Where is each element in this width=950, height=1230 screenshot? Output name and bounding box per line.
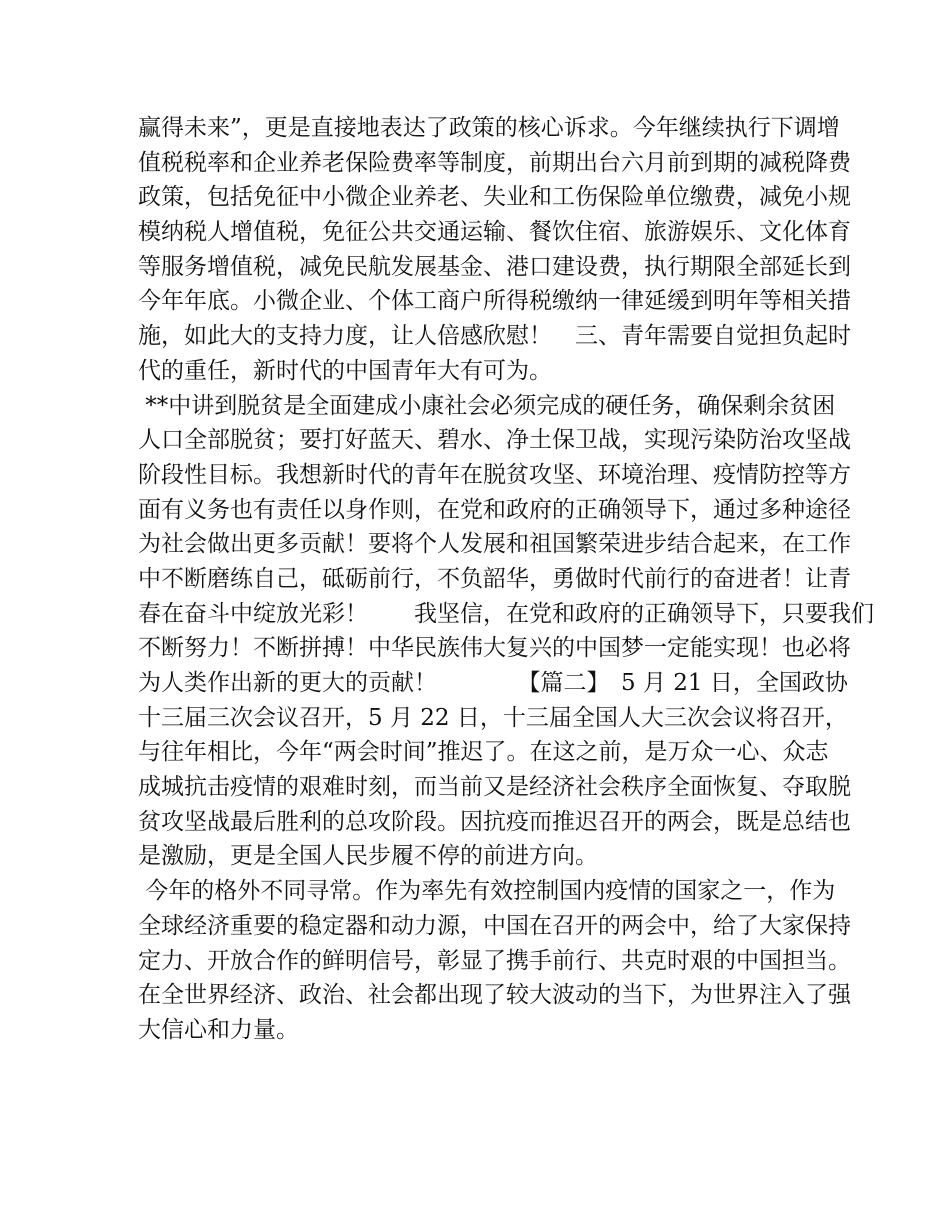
text-line: 赢得未来”，更是直接地表达了政策的核心诉求。今年继续执行下调增: [138, 115, 840, 141]
text-line: 模纳税人增值税，免征公共交通运输、餐饮住宿、旅游娱乐、文化体育: [138, 219, 851, 246]
text-line: 面有义务也有责任以身作则，在党和政府的正确领导下，通过多种途径: [138, 496, 851, 523]
text-line: 为人类作出新的更大的贡献！ 【篇二】 5 月 21 日，全国政协: [138, 670, 848, 696]
text-line: 在全世界经济、政治、社会都出现了较大波动的当下，为世界注入了强: [138, 982, 851, 1009]
text-line: 贫攻坚战最后胜利的总攻阶段。因抗疫而推迟召开的两会，既是总结也: [138, 808, 851, 835]
text-line: **中讲到脱贫是全面建成小康社会必须完成的硬任务，确保剩余贫困: [138, 392, 836, 419]
text-line: 定力、开放合作的鲜明信号，彰显了携手前行、共克时艰的中国担当。: [138, 947, 851, 974]
text-line: 是激励，更是全国人民步履不停的前进方向。: [138, 843, 598, 870]
text-line: 值税税率和企业养老保险费率等制度，前期出台六月前到期的减税降费: [138, 149, 851, 176]
text-line: 等服务增值税，减免民航发展基金、港口建设费，执行期限全部延长到: [138, 253, 851, 280]
text-line: 春在奋斗中绽放光彩！ 我坚信，在党和政府的正确领导下，只要我们: [138, 600, 874, 627]
text-line: 政策，包括免征中小微企业养老、失业和工伤保险单位缴费，减免小规: [138, 184, 851, 211]
document-body: [138, 111, 874, 1048]
text-line: 代的重任，新时代的中国青年大有可为。: [138, 357, 552, 384]
text-line: 大信心和力量。: [138, 1016, 299, 1043]
text-line: 施，如此大的支持力度，让人倍感欣慰！ 三、青年需要自觉担负起时: [138, 323, 851, 350]
text-line: 今年年底。小微企业、个体工商户所得税缴纳一律延缓到明年等相关措: [138, 288, 851, 315]
text-line: 阶段性目标。我想新时代的青年在脱贫攻坚、环境治理、疫情防控等方: [138, 461, 851, 488]
text-line: 中不断磨练自己，砥砺前行，不负韶华，勇做时代前行的奋进者！让青: [138, 565, 851, 592]
text-line: 人口全部脱贫；要打好蓝天、碧水、净土保卫战，实现污染防治攻坚战: [138, 427, 851, 454]
text-line: 十三届三次会议召开，5 月 22 日，十三届全国人大三次会议将召开，: [138, 704, 848, 731]
text-line: 成城抗击疫情的艰难时刻，而当前又是经济社会秩序全面恢复、夺取脱: [138, 774, 851, 801]
text-line: 全球经济重要的稳定器和动力源，中国在召开的两会中，给了大家保持: [138, 912, 851, 939]
text-line: 不断努力！不断拼搏！中华民族伟大复兴的中国梦一定能实现！也必将: [138, 635, 851, 662]
text-line: 与往年相比，今年“两会时间”推迟了。在这之前，是万众一心、众志: [138, 739, 829, 766]
text-line: 为社会做出更多贡献！要将个人发展和祖国繁荣进步结合起来，在工作: [138, 531, 851, 558]
text-line: 今年的格外不同寻常。作为率先有效控制国内疫情的国家之一，作为: [138, 878, 836, 905]
